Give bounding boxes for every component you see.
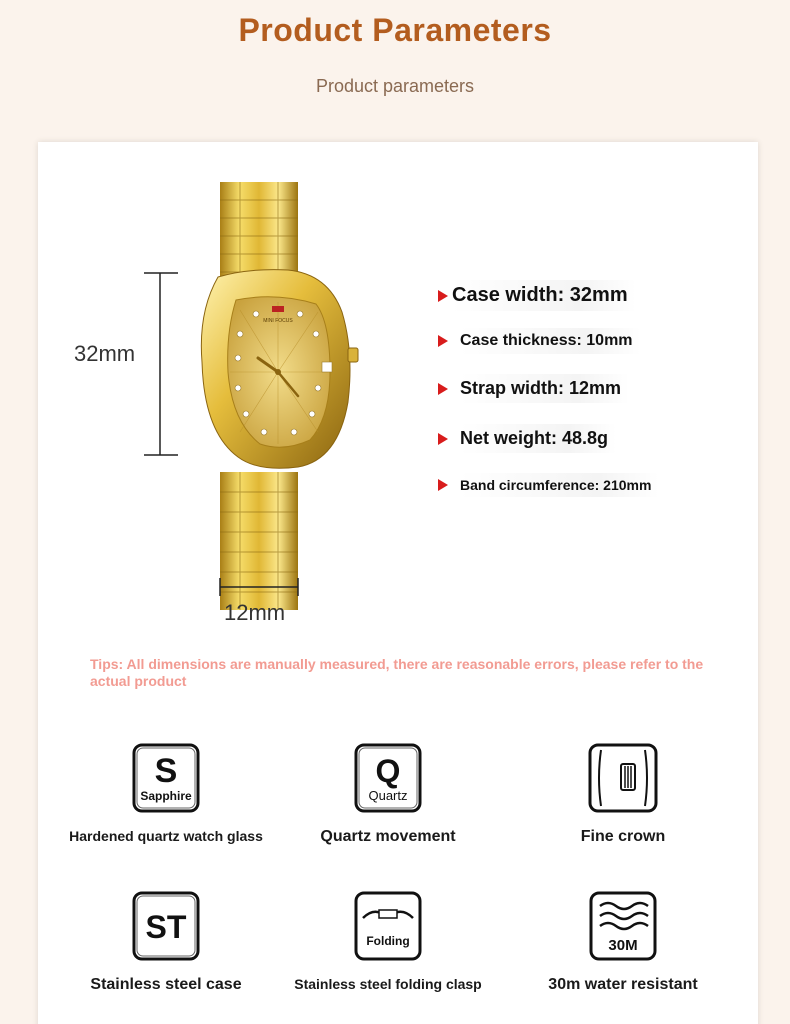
crown-icon	[587, 742, 659, 814]
feature-label: Quartz movement	[320, 828, 456, 845]
width-label: 12mm	[224, 600, 286, 625]
svg-text:30M: 30M	[608, 937, 638, 954]
svg-text:Folding: Folding	[366, 934, 410, 948]
tips-note: Tips: All dimensions are manually measured, there are reasonable errors, please refer to the actual product	[90, 656, 704, 689]
folding-clasp-icon	[353, 890, 423, 962]
arrow-icon	[438, 290, 448, 302]
svg-text:Quartz: Quartz	[368, 788, 408, 803]
feature-quartz	[268, 742, 508, 846]
feature-crown	[503, 742, 743, 846]
svg-text:ST: ST	[145, 909, 187, 945]
feature-label: Stainless steel case	[90, 976, 242, 993]
spec-case-thickness: Case thickness: 10mm	[438, 328, 641, 354]
svg-text:Sapphire: Sapphire	[140, 789, 192, 803]
feature-water-resistant	[503, 890, 743, 994]
feature-sapphire	[46, 742, 286, 844]
sapphire-icon	[131, 742, 201, 814]
quartz-icon	[353, 742, 423, 814]
water-resistant-icon	[588, 890, 658, 962]
arrow-icon	[438, 335, 448, 347]
feature-label: Stainless steel folding clasp	[294, 976, 482, 992]
svg-text:Q: Q	[375, 753, 401, 789]
arrow-icon	[438, 479, 448, 491]
watch-image	[178, 182, 378, 642]
page-subtitle: Product parameters	[315, 76, 475, 96]
svg-text:S: S	[154, 752, 178, 790]
feature-label: Hardened quartz watch glass	[69, 828, 263, 844]
arrow-icon	[438, 383, 448, 395]
stainless-steel-icon	[131, 890, 201, 962]
height-label: 32mm	[74, 341, 136, 366]
spec-case-width: Case width: 32mm	[438, 280, 636, 311]
spec-net-weight: Net weight: 48.8g	[438, 424, 616, 453]
height-dimension-line	[142, 272, 178, 458]
feature-folding-clasp	[268, 890, 508, 992]
feature-stainless-steel	[46, 890, 286, 994]
watch-brand: MINI FOCUS	[263, 318, 293, 324]
arrow-icon	[438, 433, 448, 445]
spec-strap-width: Strap width: 12mm	[438, 374, 629, 403]
spec-band-circumference: Band circumference: 210mm	[438, 473, 659, 497]
parameters-card	[38, 142, 758, 1024]
page-title: Product Parameters	[238, 12, 552, 48]
feature-label: 30m water resistant	[548, 976, 698, 993]
feature-label: Fine crown	[580, 828, 666, 845]
width-dimension-line	[218, 576, 302, 598]
